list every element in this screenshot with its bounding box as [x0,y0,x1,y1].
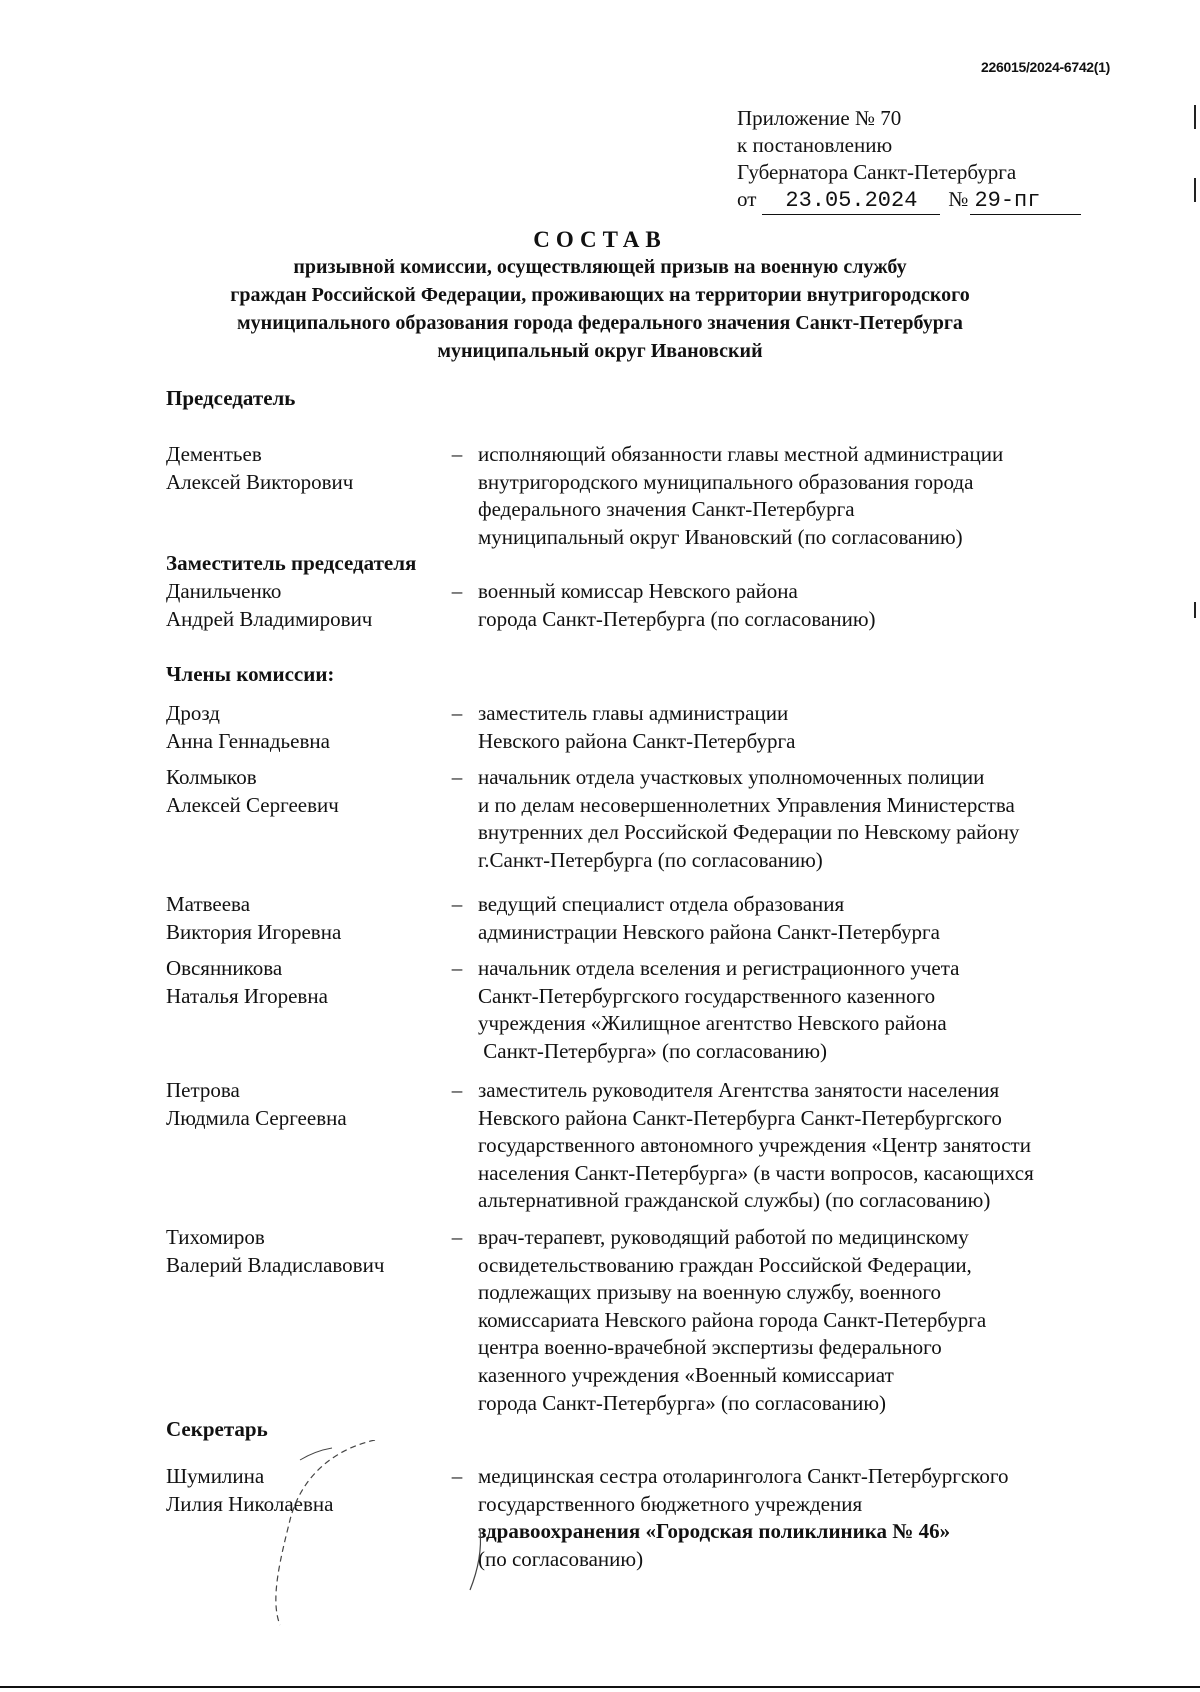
appendix-block [737,105,1081,215]
position-description [478,578,1138,633]
desc-line: начальник отдела вселения и регистрационного учета [478,956,960,980]
given-name: Андрей Владимирович [166,606,373,631]
desc-line: заместитель руководителя Агентства занятости населения [478,1078,1000,1102]
dash-separator: – [451,956,463,980]
scan-edge-mark [1194,178,1196,202]
desc-line: государственного бюджетного учреждения [478,1491,863,1516]
desc-line: заместитель главы администрации [478,701,789,725]
surname: Данильченко [166,579,282,603]
desc-line: военный комиссар Невского района [478,579,798,603]
dash-separator: – [451,442,463,466]
desc-line: центра военно-врачебной экспертизы федерального [478,1335,942,1360]
desc-line: г.Санкт-Петербурга (по согласованию) [478,847,823,872]
person-name [166,1224,446,1279]
position-description [478,764,1138,874]
dash-separator: – [451,1225,463,1249]
desc-line: Санкт-Петербурга» (по согласованию) [478,1038,828,1063]
person-name [166,955,446,1010]
desc-line: казенного учреждения «Военный комиссариат [478,1362,894,1387]
position-description [478,1224,1138,1417]
given-name: Наталья Игоревна [166,983,328,1008]
desc-line: муниципальный округ Ивановский (по согласованию) [478,524,963,549]
desc-line: федерального значения Санкт-Петербурга [478,497,855,522]
scan-edge-mark [1194,602,1196,618]
given-name: Людмила Сергеевна [166,1105,347,1130]
dash-separator: – [451,765,463,789]
position-description [478,1077,1138,1215]
appendix-from-label: от [737,187,757,211]
decree-number-label: № [948,187,969,211]
decree-date: 23.05.2024 [762,187,940,215]
desc-line: врач-терапевт, руководящий работой по медицинскому [478,1225,969,1249]
position-description [478,955,1138,1065]
desc-line: (по согласованию) [478,1546,644,1571]
surname: Шумилина [166,1464,265,1488]
desc-line: внутригородского муниципального образования города [478,469,974,494]
person-name [166,764,446,819]
position-description [478,891,1138,946]
appendix-reference: к постановлению [737,133,893,157]
desc-line: города Санкт-Петербурга» (по согласованию) [478,1390,887,1415]
given-name: Виктория Игоревна [166,919,342,944]
dash-separator: – [451,701,463,725]
desc-line: подлежащих призыву на военную службу, военного [478,1280,941,1305]
desc-line: учреждения «Жилищное агентство Невского района [478,1011,947,1036]
page-bottom-border [0,1686,1200,1688]
person-name [166,441,446,496]
decree-number: 29-пг [970,187,1081,215]
dash-separator: – [451,1464,463,1488]
desc-line: города Санкт-Петербурга (по согласованию) [478,606,876,631]
section-secretary-heading: Секретарь [166,1417,268,1441]
position-description [478,700,1138,755]
document-registration-number: 226015/2024-6742(1) [981,59,1110,75]
given-name: Валерий Владиславович [166,1252,385,1277]
desc-line: государственного автономного учреждения «Центр занятости [478,1133,1031,1158]
desc-line: альтернативной гражданской службы) (по согласованию) [478,1188,991,1213]
desc-line: администрации Невского района Санкт-Петербурга [478,919,940,944]
scan-edge-mark [1194,105,1196,129]
position-description [478,441,1138,551]
desc-line: начальник отдела участковых уполномоченных полиции [478,765,985,789]
given-name: Лилия Николаевна [166,1491,334,1516]
surname: Дементьев [166,442,262,466]
desc-line: внутренних дел Российской Федерации по Невскому району [478,820,1020,845]
person-name [166,891,446,946]
document-title: СОСТАВ [533,227,667,252]
section-chairman-heading: Председатель [166,386,296,410]
document-subtitle-line: муниципальный округ Ивановский [437,340,763,362]
desc-line: освидетельствованию граждан Российской Федерации, [478,1252,972,1277]
desc-line: здравоохранения «Городская поликлиника № 46» [478,1519,951,1544]
surname: Матвеева [166,892,251,916]
given-name: Анна Геннадьевна [166,728,330,753]
section-deputy-heading: Заместитель председателя [166,551,417,575]
document-subtitle-line: граждан Российской Федерации, проживающих на территории внутригородского [230,284,970,306]
desc-line: населения Санкт-Петербурга» (в части вопросов, касающихся [478,1160,1034,1185]
signature-stroke [250,1440,510,1640]
surname: Тихомиров [166,1225,265,1249]
desc-line: ведущий специалист отдела образования [478,892,845,916]
person-name [166,700,446,755]
document-subtitle-line: муниципального образования города федерального значения Санкт-Петербурга [237,312,963,334]
desc-line: и по делам несовершеннолетних Управления Министерства [478,792,1015,817]
appendix-number: Приложение № 70 [737,106,902,130]
given-name: Алексей Викторович [166,469,354,494]
surname: Колмыков [166,765,257,789]
desc-line: исполняющий обязанности главы местной администрации [478,442,1004,466]
dash-separator: – [451,579,463,603]
person-name [166,1077,446,1132]
appendix-date-line [737,186,1081,215]
document-subtitle-line: призывной комиссии, осуществляющей призыв на военную службу [293,256,907,278]
surname: Петрова [166,1078,240,1102]
desc-line: Невского района Санкт-Петербурга Санкт-Петербургского [478,1105,1002,1130]
dash-separator: – [451,892,463,916]
desc-line: Невского района Санкт-Петербурга [478,728,796,753]
surname: Овсянникова [166,956,283,980]
section-members-heading: Члены комиссии: [166,662,335,686]
given-name: Алексей Сергеевич [166,792,339,817]
surname: Дрозд [166,701,220,725]
position-description [478,1463,1138,1573]
desc-line: медицинская сестра отоларинголога Санкт-Петербургского [478,1464,1009,1488]
person-name [166,578,446,633]
desc-line: Санкт-Петербургского государственного казенного [478,983,936,1008]
appendix-issuer: Губернатора Санкт-Петербурга [737,160,1017,184]
desc-line: комиссариата Невского района города Санкт-Петербурга [478,1307,987,1332]
document-title-block [120,227,1080,365]
dash-separator: – [451,1078,463,1102]
